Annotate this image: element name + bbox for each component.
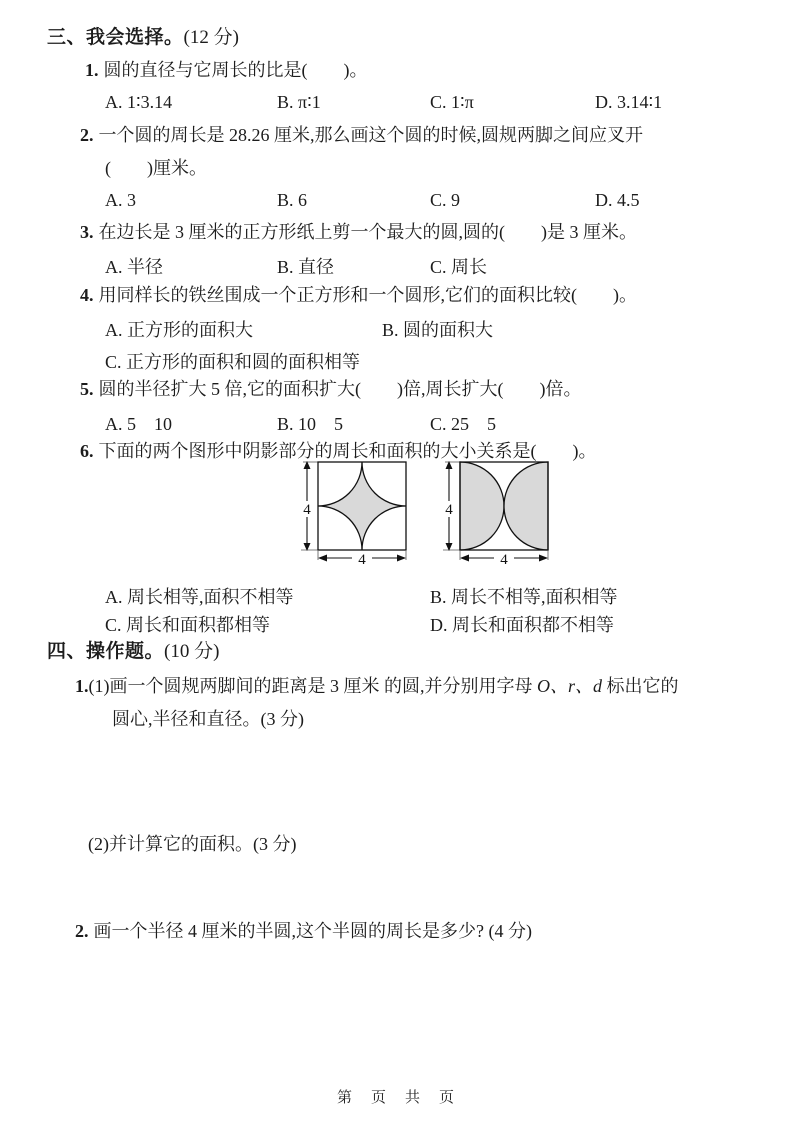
s4-q2-body: 画一个半径 4 厘米的半圆,这个半圆的周长是多少? (4 分) [93, 921, 532, 941]
q2-option-c: C. 9 [430, 190, 461, 210]
fig1-arrow-left-icon [318, 555, 327, 562]
q3-body: 在边长是 3 厘米的正方形纸上剪一个最大的圆,圆的( )是 3 厘米。 [98, 222, 637, 242]
q1-option-a: A. 1∶3.14 [105, 92, 173, 112]
q3-option-c: C. 周长 [430, 257, 488, 277]
q4-option-c: C. 正方形的面积和圆的面积相等 [105, 352, 361, 372]
fig2-arrow-left-icon [460, 555, 469, 562]
q5-option-b: B. 10 5 [277, 414, 344, 434]
figure-2 [442, 457, 558, 571]
s4-q2-text [75, 921, 532, 943]
fig2-width-label: 4 [500, 552, 508, 568]
section-4-title: 四、操作题。 [47, 641, 165, 662]
q5-option-c: C. 25 5 [430, 414, 497, 434]
q6-number: 6. [80, 441, 94, 461]
q1-body: 圆的直径与它周长的比是( )。 [103, 60, 368, 80]
q4-number: 4. [80, 285, 94, 305]
fig1-width-label: 4 [358, 552, 366, 568]
page-footer: 第 页 共 页 [336, 1090, 456, 1106]
figure-1 [300, 457, 416, 571]
q4-option-a: A. 正方形的面积大 [105, 320, 253, 340]
q6-option-c: C. 周长和面积都相等 [105, 615, 271, 635]
s4-q1-letters: O、r、d [537, 676, 603, 696]
q5-number: 5. [80, 379, 94, 399]
fig2-shaded-right-semicircle [504, 462, 548, 550]
q3-option-b: B. 直径 [277, 257, 335, 277]
fig1-arrow-right-icon [397, 555, 406, 562]
q1-option-b: B. π∶1 [277, 92, 321, 112]
q4-body: 用同样长的铁丝围成一个正方形和一个圆形,它们的面积比较( )。 [98, 285, 637, 305]
s4-q1-number: 1. [75, 676, 89, 696]
q2-option-b: B. 6 [277, 190, 308, 210]
q4-option-b: B. 圆的面积大 [382, 320, 494, 340]
q1-option-d: D. 3.14∶1 [595, 92, 663, 112]
q3-option-a: A. 半径 [105, 257, 163, 277]
q3-number: 3. [80, 222, 94, 242]
q4-text [80, 285, 637, 307]
fig1-shaded-star [318, 462, 406, 550]
q3-text [80, 222, 637, 244]
q2-option-a: A. 3 [105, 190, 136, 210]
q1-text [85, 60, 368, 82]
section-3-heading [47, 27, 239, 50]
q1-number: 1. [85, 60, 99, 80]
q2-number: 2. [80, 125, 94, 145]
q2-text-line1 [80, 125, 643, 147]
q5-body: 圆的半径扩大 5 倍,它的面积扩大( )倍,周长扩大( )倍。 [98, 379, 582, 399]
section-3-title: 三、我会选择。 [47, 27, 184, 48]
s4-q2-number: 2. [75, 921, 89, 941]
q6-option-a: A. 周长相等,面积不相等 [105, 587, 294, 607]
s4-q1-part1-post: 标出它的 [602, 676, 679, 696]
q2-body-line1: 一个圆的周长是 28.26 厘米,那么画这个圆的时候,圆规两脚之间应叉开 [98, 125, 643, 145]
fig1-height-label: 4 [303, 502, 311, 518]
fig2-arrow-right-icon [539, 555, 548, 562]
section-4-heading [47, 641, 219, 664]
q6-option-d: D. 周长和面积都不相等 [430, 615, 614, 635]
q6-option-b: B. 周长不相等,面积相等 [430, 587, 618, 607]
q1-option-c: C. 1∶π [430, 92, 474, 112]
section-3-score: (12 分) [183, 27, 239, 48]
q2-option-d: D. 4.5 [595, 190, 640, 210]
q6-body: 下面的两个图形中阴影部分的周长和面积的大小关系是( )。 [98, 441, 597, 461]
s4-q1-part1-line1 [75, 676, 679, 698]
s4-q1-part2: (2)并计算它的面积。(3 分) [88, 834, 297, 854]
fig2-height-label: 4 [445, 502, 453, 518]
s4-q1-part1-line2: 圆心,半径和直径。(3 分) [112, 709, 304, 729]
section-4-score: (10 分) [164, 641, 220, 662]
fig2-shaded-left-semicircle [460, 462, 504, 550]
s4-q1-part1-pre: (1)画一个圆规两脚间的距离是 3 厘米 的圆,并分别用字母 [88, 676, 537, 696]
q2-text-line2: ( )厘米。 [105, 158, 207, 178]
q5-option-a: A. 5 10 [105, 414, 172, 434]
q5-text [80, 379, 581, 401]
